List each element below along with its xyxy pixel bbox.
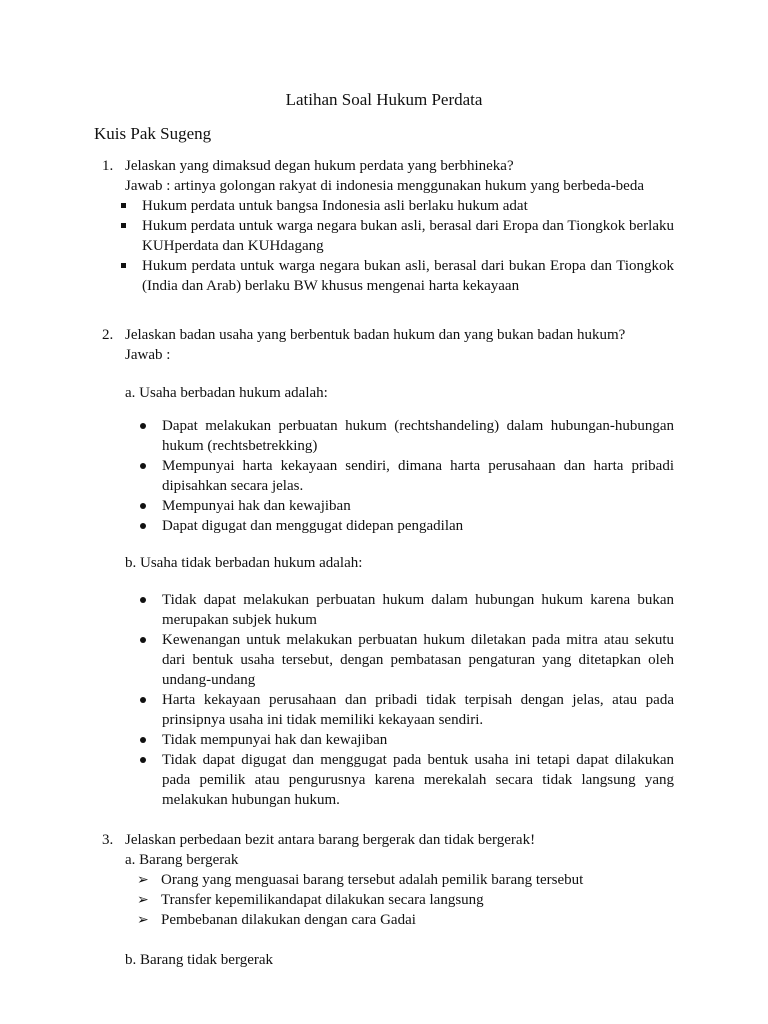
question-number: 3.: [102, 832, 114, 848]
list-item: Kewenangan untuk melakukan perbuatan hukum diletakan pada mitra atau sekutu dari bentuk usaha tersebut, dengan pembatasan pengaturan yang ditetapkan oleh undang-undang: [94, 630, 674, 690]
round-bullet-icon: [140, 463, 146, 469]
question-2: [94, 325, 674, 810]
arrow-bullet-icon: ➢: [137, 912, 149, 928]
arrow-bullet-icon: ➢: [137, 872, 149, 888]
arrow-bullet-icon: ➢: [137, 892, 149, 908]
question-number: 2.: [102, 327, 114, 343]
round-bullet-icon: [140, 637, 146, 643]
answer-arrow-list: [94, 870, 674, 930]
answer-text: Jawab : artinya golongan rakyat di indonesia menggunakan hukum yang berbeda-beda: [125, 178, 645, 194]
question-text: Jelaskan yang dimaksud degan hukum perdata yang berbhineka?: [125, 158, 514, 174]
list-item: Hukum perdata untuk warga negara bukan asli, berasal dari bukan Eropa dan Tiongkok (India dan Arab) berlaku BW khusus mengenai harta kekayaan: [94, 256, 674, 296]
round-bullet-icon: [140, 423, 146, 429]
list-item: Tidak mempunyai hak dan kewajiban: [94, 730, 674, 750]
answer-text: Jawab :: [125, 347, 171, 363]
document-subtitle: Kuis Pak Sugeng: [94, 124, 212, 143]
list-item: Harta kekayaan perusahaan dan pribadi tidak terpisah dengan jelas, atau pada prinsipnya usaha ini tidak memiliki kekayaan sendiri.: [94, 690, 674, 730]
list-item: Dapat melakukan perbuatan hukum (rechtshandeling) dalam hubungan-hubungan hukum (rechtsbetrekking): [94, 416, 674, 456]
square-bullet-icon: [121, 203, 126, 208]
list-item: Tidak dapat digugat dan menggugat pada bentuk usaha ini tetapi dapat dilakukan pada pemilik atau pengurusnya karena merekalah secara tidak langsung yang melakukan hubungan hukum.: [94, 750, 674, 810]
round-bullet-icon: [140, 697, 146, 703]
list-item: Mempunyai hak dan kewajiban: [94, 496, 674, 516]
list-item: ➢ Orang yang menguasai barang tersebut adalah pemilik barang tersebut: [137, 872, 584, 888]
list-item: Tidak dapat melakukan perbuatan hukum dalam hubungan hukum karena bukan merupakan subjek hukum: [94, 590, 674, 630]
round-bullet-icon: [140, 523, 146, 529]
question-1: [94, 156, 674, 296]
answer-bullet-list: [94, 196, 674, 296]
list-item: Mempunyai harta kekayaan sendiri, dimana harta perusahaan dan harta pribadi dipisahkan secara jelas.: [94, 456, 674, 496]
list-item: Dapat digugat dan menggugat didepan pengadilan: [94, 516, 674, 536]
list-item: Hukum perdata untuk bangsa Indonesia asli berlaku hukum adat: [94, 196, 674, 216]
document-content: [94, 156, 674, 970]
sub-heading-a: a. Usaha berbadan hukum adalah:: [125, 385, 328, 401]
round-bullet-icon: [140, 597, 146, 603]
square-bullet-icon: [121, 223, 126, 228]
list-item: ➢ Pembebanan dilakukan dengan cara Gadai: [137, 912, 416, 928]
round-bullet-icon: [140, 737, 146, 743]
sub-heading-b: b. Barang tidak bergerak: [125, 952, 274, 968]
round-bullet-icon: [140, 503, 146, 509]
question-text: Jelaskan perbedaan bezit antara barang bergerak dan tidak bergerak!: [125, 832, 536, 848]
sub-heading-a: a. Barang bergerak: [125, 852, 239, 868]
sub-heading-b: b. Usaha tidak berbadan hukum adalah:: [125, 555, 363, 571]
list-item: Hukum perdata untuk warga negara bukan asli, berasal dari Eropa dan Tiongkok berlaku KUHperdata dan KUHdagang: [94, 216, 674, 256]
list-item: ➢ Transfer kepemilikandapat dilakukan secara langsung: [137, 892, 484, 908]
question-text: Jelaskan badan usaha yang berbentuk badan hukum dan yang bukan badan hukum?: [125, 327, 626, 343]
answer-bullet-list-a: [94, 416, 674, 536]
question-number: 1.: [102, 158, 114, 174]
document-title: Latihan Soal Hukum Perdata: [285, 90, 483, 109]
square-bullet-icon: [121, 263, 126, 268]
question-3: [94, 830, 674, 970]
round-bullet-icon: [140, 757, 146, 763]
answer-bullet-list-b: [94, 590, 674, 810]
